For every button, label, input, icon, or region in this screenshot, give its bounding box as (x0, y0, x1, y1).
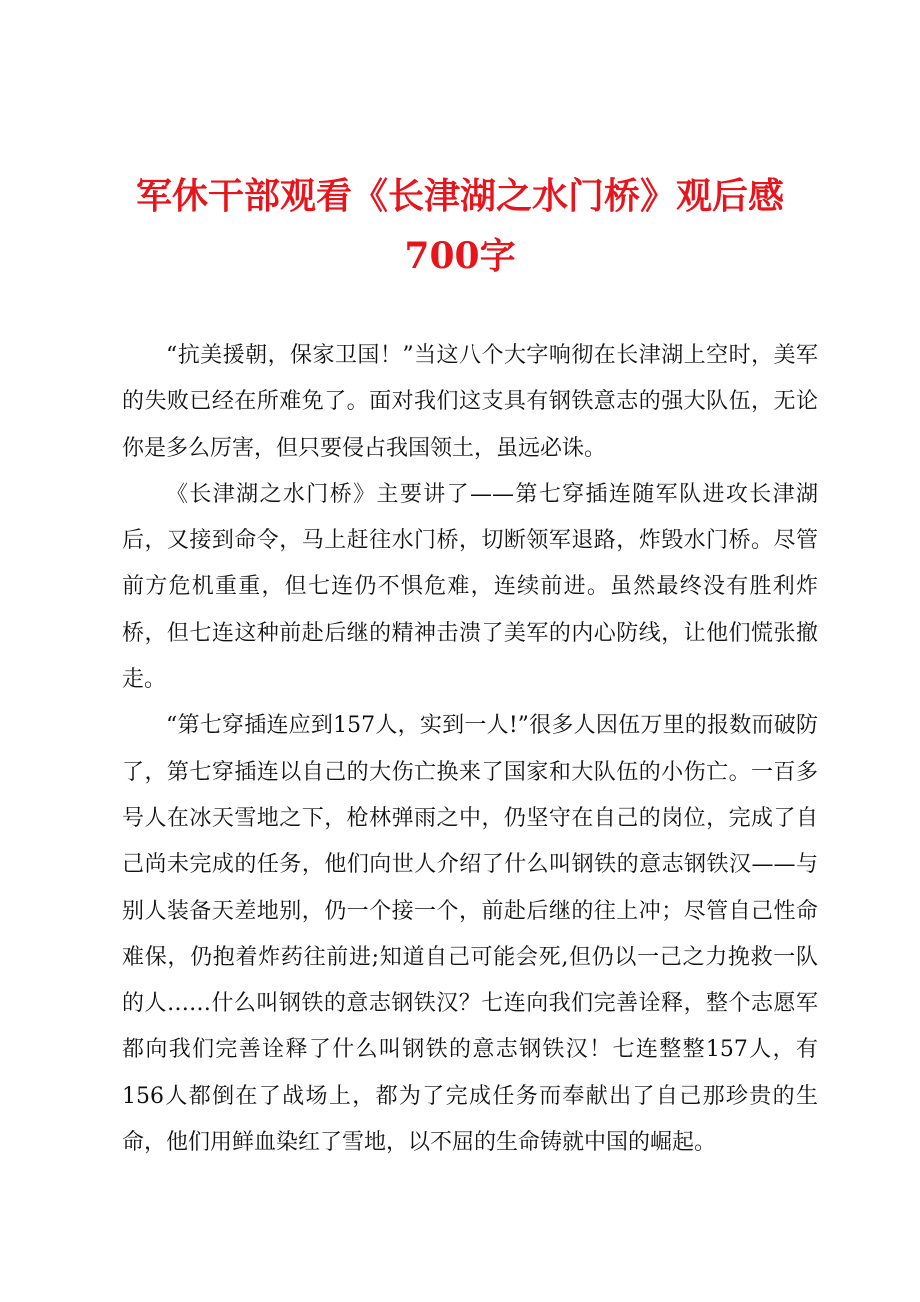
paragraph-3: “第七穿插连应到157人，实到一人!”很多人因伍万里的报数而破防了，第七穿插连以自己的大伤亡换来了国家和大队伍的小伤亡。一百多号人在冰天雪地之下，枪林弹雨之中，仍坚守在自己的岗位，完成了自己尚未完成的任务，他们向世人介绍了什么叫钢铁的意志钢铁汉——与别人装备天差地别，仍一个接一个，前赴后继的往上冲；尽管自己性命难保，仍抱着炸药往前进;知道自己可能会死,但仍以一己之力挽救一队的人……什么叫钢铁的意志钢铁汉？七连向我们完善诠释，整个志愿军都向我们完善诠释了什么叫钢铁的意志钢铁汉！七连整整157人，有156人都倒在了战场上，都为了完成任务而奉献出了自己那珍贵的生命，他们用鲜血染红了雪地，以不屈的生命铸就中国的崛起。 (122, 713, 818, 1156)
paragraph-2: 《长津湖之水门桥》主要讲了——第七穿插连随军队进攻长津湖后，又接到命令，马上赶往水门桥，切断领军退路，炸毁水门桥。尽管前方危机重重，但七连仍不惧危难，连续前进。虽然最终没有胜利炸桥，但七连这种前赴后继的精神击溃了美军的内心防线，让他们慌张撤走。 (122, 481, 818, 693)
document-body (122, 333, 818, 1166)
document-title: 军休干部观看《长津湖之水门桥》观后感700字 (135, 175, 784, 277)
paragraph-1: “抗美援朝，保家卫国！”当这八个大字响彻在长津湖上空时，美军的失败已经在所难免了。面对我们这支具有钢铁意志的强大队伍，无论你是多么厉害，但只要侵占我国领土，虽远必诛。 (122, 343, 818, 461)
